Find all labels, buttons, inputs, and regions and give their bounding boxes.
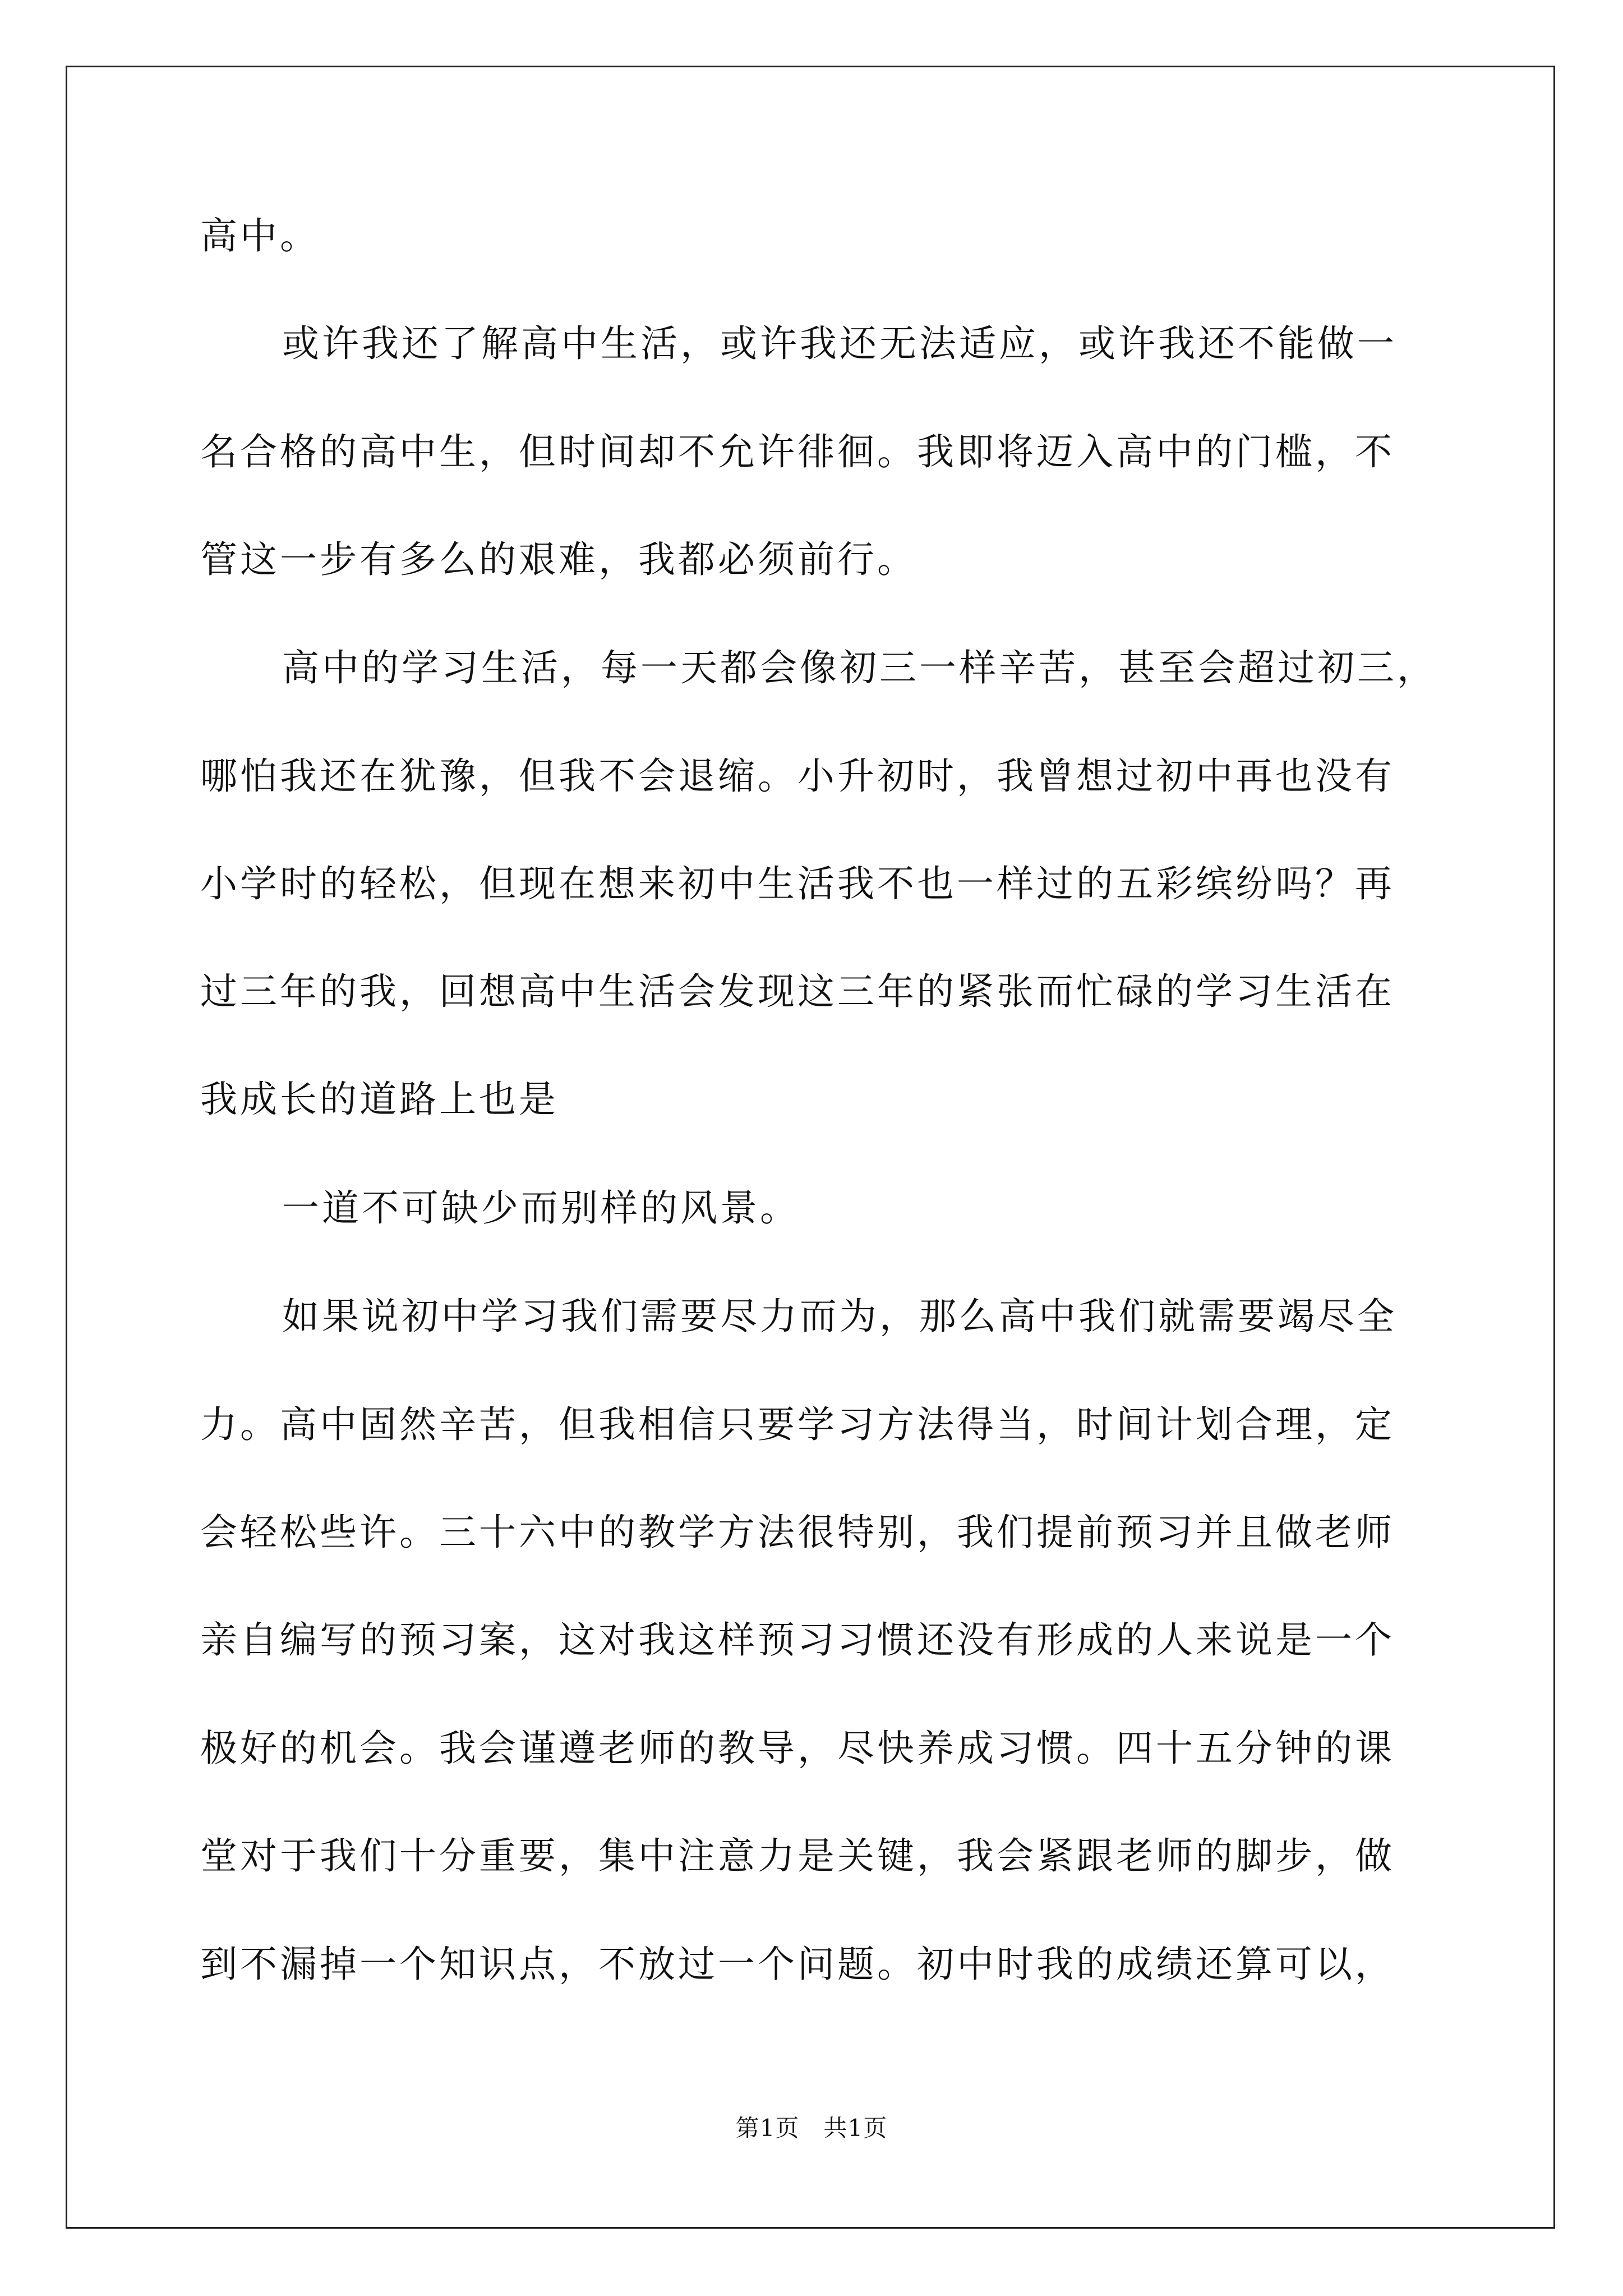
paragraph-start-line: 一道不可缺少而别样的风景。 [282, 1186, 800, 1230]
text-line: 亲自编写的预习案，这对我这样预习习惯还没有形成的人来说是一个 [200, 1618, 1395, 1662]
text-line: 极好的机会。我会谨遵老师的教导，尽快养成习惯。四十五分钟的课 [200, 1727, 1395, 1770]
text-line: 会轻松些许。三十六中的教学方法很特别，我们提前预习并且做老师 [200, 1511, 1395, 1554]
text-line: 力。高中固然辛苦，但我相信只要学习方法得当，时间计划合理，定 [200, 1403, 1395, 1446]
text-line: 管这一步有多么的艰难，我都必须前行。 [200, 538, 917, 581]
paragraph-start-line: 高中的学习生活，每一天都会像初三一样辛苦，甚至会超过初三， [282, 646, 1437, 689]
text-line: 过三年的我，回想高中生活会发现这三年的紧张而忙碌的学习生活在 [200, 970, 1395, 1013]
text-line: 名合格的高中生，但时间却不允许徘徊。我即将迈入高中的门槛，不 [200, 430, 1395, 473]
text-line: 哪怕我还在犹豫，但我不会退缩。小升初时，我曾想过初中再也没有 [200, 754, 1395, 798]
page-border [66, 66, 1555, 2229]
text-line: 堂对于我们十分重要，集中注意力是关键，我会紧跟老师的脚步，做 [200, 1834, 1395, 1878]
text-line: 高中。 [200, 214, 320, 257]
text-line: 小学时的轻松，但现在想来初中生活我不也一样过的五彩缤纷吗？再 [200, 862, 1395, 905]
page-number-footer: 第1页 共1页 [735, 2114, 888, 2142]
paragraph-start-line: 如果说初中学习我们需要尽力而为，那么高中我们就需要竭尽全 [282, 1295, 1397, 1338]
paragraph-start-line: 或许我还了解高中生活，或许我还无法适应，或许我还不能做一 [282, 322, 1397, 365]
text-line: 到不漏掉一个知识点，不放过一个问题。初中时我的成绩还算可以， [200, 1943, 1395, 1986]
text-line: 我成长的道路上也是 [200, 1078, 559, 1121]
